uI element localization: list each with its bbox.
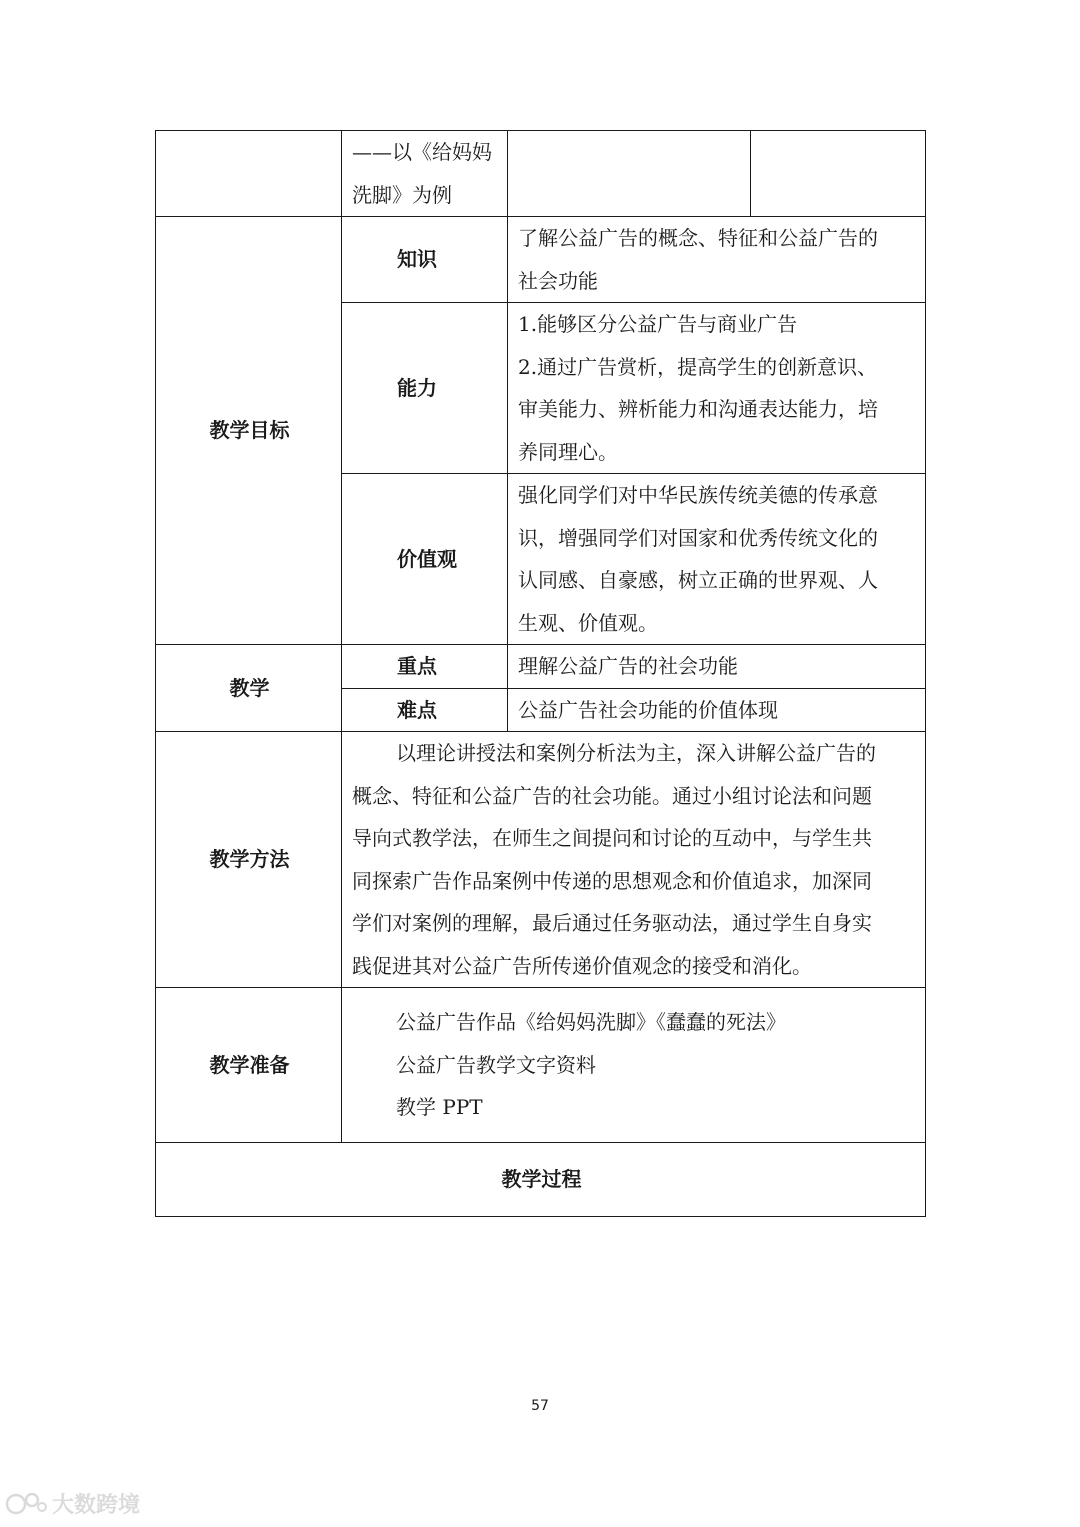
empty-cell — [508, 131, 751, 217]
watermark — [4, 1488, 140, 1519]
method-label: 教学方法 — [156, 732, 342, 988]
text-line: 导向式教学法，在师生之间提问和讨论的互动中，与学生共 — [352, 826, 872, 850]
text-line: 教学 PPT — [396, 1095, 483, 1120]
text-line: 公益广告作品《给妈妈洗脚》《蠢蠢的死法》 — [396, 1010, 786, 1035]
preparation-text — [342, 988, 926, 1143]
method-row — [156, 732, 926, 988]
teaching-label: 教学 — [156, 645, 342, 732]
text-line: 践促进其对公益广告所传递价值观念的接受和消化。 — [352, 953, 812, 978]
lesson-title-line: 洗脚》为例 — [352, 182, 452, 207]
text-line: 以理论讲授法和案例分析法为主，深入讲解公益广告的 — [396, 741, 876, 765]
empty-cell — [751, 131, 926, 217]
text-line: 公益广告教学文字资料 — [396, 1052, 596, 1077]
preparation-label: 教学准备 — [156, 988, 342, 1143]
text-line: 生观、价值观。 — [518, 610, 658, 635]
lesson-plan-table — [155, 130, 926, 1217]
values-text — [508, 474, 926, 645]
key-point-label: 重点 — [342, 645, 508, 689]
page-number: 57 — [531, 1398, 549, 1414]
preparation-row — [156, 988, 926, 1143]
lesson-title-cell — [342, 131, 508, 217]
title-row — [156, 131, 926, 217]
values-label: 价值观 — [342, 474, 508, 645]
ability-label: 能力 — [342, 303, 508, 474]
knowledge-label: 知识 — [342, 217, 508, 303]
text-line: 同探索广告作品案例中传递的思想观念和价值追求，加深同 — [352, 868, 872, 893]
dashuju-logo-icon — [4, 1491, 48, 1517]
process-label: 教学过程 — [156, 1143, 926, 1217]
text-line: 1.能够区分公益广告与商业广告 — [518, 312, 798, 336]
text-line: 审美能力、辨析能力和沟通表达能力，培 — [518, 397, 878, 421]
text-line: 2.通过广告赏析，提高学生的创新意识、 — [518, 354, 878, 379]
text-line: 识，增强同学们对国家和优秀传统文化的 — [518, 525, 878, 550]
watermark-text: 大数跨境 — [52, 1493, 141, 1518]
objectives-label: 教学目标 — [156, 217, 342, 645]
text-line: 强化同学们对中华民族传统美德的传承意 — [518, 483, 878, 507]
process-row — [156, 1143, 926, 1217]
objective-knowledge-row — [156, 217, 926, 303]
text-line: 了解公益广告的概念、特征和公益广告的 — [518, 226, 878, 250]
text-line: 学们对案例的理解，最后通过任务驱动法，通过学生自身实 — [352, 911, 872, 935]
method-text — [342, 732, 926, 988]
knowledge-text — [508, 217, 926, 303]
text-line: 养同理心。 — [518, 439, 618, 464]
text-line: 概念、特征和公益广告的社会功能。通过小组讨论法和问题 — [352, 783, 872, 808]
difficult-point-text: 公益广告社会功能的价值体现 — [508, 688, 926, 732]
empty-cell — [156, 131, 342, 217]
lesson-title-line: ——以《给妈妈 — [352, 140, 492, 164]
teaching-key-row — [156, 645, 926, 689]
text-line: 认同感、自豪感，树立正确的世界观、人 — [518, 568, 878, 592]
difficult-point-label: 难点 — [342, 688, 508, 732]
ability-text — [508, 303, 926, 474]
key-point-text: 理解公益广告的社会功能 — [508, 645, 926, 689]
text-line: 社会功能 — [518, 268, 598, 293]
